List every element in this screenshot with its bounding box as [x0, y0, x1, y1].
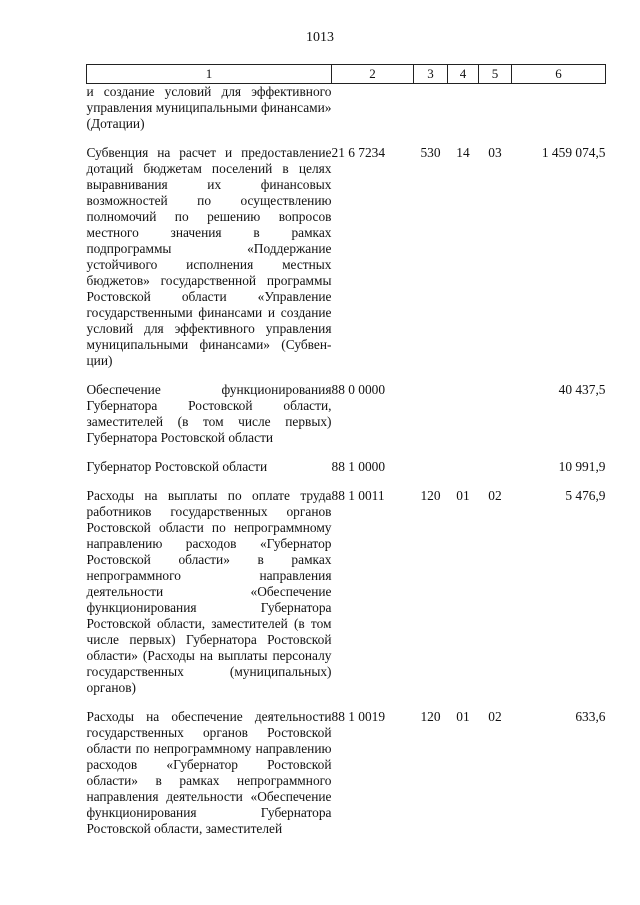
row-section: 14 — [456, 145, 470, 160]
row-section — [448, 382, 479, 459]
column-header: 5 — [479, 65, 512, 84]
column-header: 6 — [512, 65, 606, 84]
table-header-row — [87, 65, 606, 84]
table-row — [87, 145, 606, 382]
row-amount: 5 476,9 — [565, 488, 606, 503]
row-description: и создание условий для эффективного управления муниципальными финансами» (Дотации) — [86, 84, 332, 131]
row-subsection: 03 — [488, 145, 502, 160]
table-row — [87, 459, 606, 488]
row-amount: 40 437,5 — [558, 382, 606, 397]
row-expense-type — [414, 459, 448, 488]
column-header: 1 — [87, 65, 332, 84]
row-section: 01 — [456, 709, 470, 724]
row-subsection — [479, 459, 512, 488]
row-subsection: 02 — [488, 488, 502, 503]
row-description: Расходы на выплаты по оплате труда работников государственных органов Ростовской области по непрограммному направлению расходов «Губернатор Ростовской области» в рамках непрограммного направления деятельности «Обеспечение функционирования Губернатора Ростовской области, заместителей (в том числе первых) Губернатора Ростовской области» (Расходы на выплаты персоналу государственных (муниципальных) органов) — [86, 488, 332, 695]
row-amount: 1 459 074,5 — [541, 145, 606, 160]
row-target-code — [332, 84, 414, 146]
row-expense-type: 120 — [420, 488, 441, 503]
table-row — [87, 709, 606, 837]
column-header: 2 — [332, 65, 414, 84]
page-number: 1013 — [306, 30, 334, 45]
row-description: Расходы на обеспечение деятельности государственных органов Ростовской области по непрограммному направлению расходов «Губернатор Ростовской области» в рамках непрограммного направления деятельности «Обеспечение функционирования Губернатора Ростовской области, заместителей — [86, 709, 332, 836]
row-target-code: 88 1 0019 — [331, 709, 386, 724]
row-description: Обеспечение функционирования Губернатора Ростовской области, заместителей (в том числе первых) Губернатора Ростовской области — [86, 382, 332, 445]
row-target-code: 21 6 7234 — [331, 145, 386, 160]
row-section: 01 — [456, 488, 470, 503]
column-header: 3 — [414, 65, 448, 84]
row-expense-type — [414, 382, 448, 459]
column-header: 4 — [448, 65, 479, 84]
row-amount — [512, 84, 606, 146]
row-description: Субвенция на расчет и предоставление дотаций бюджетам поселений в целях выравнивания их финансовых возможностей по осуществлению полномочий по решению вопросов местного значения в рамках подпрограммы «Поддержание устойчивого исполнения местных бюджетов» государственной программы Ростовской области «Управление государственными финансами и создание условий для эффективного управления муниципальными финансами» (Субвенции) — [86, 145, 332, 368]
row-target-code: 88 0 0000 — [331, 382, 386, 397]
row-amount: 633,6 — [575, 709, 606, 724]
budget-table — [86, 64, 606, 837]
table-row — [87, 382, 606, 459]
row-subsection: 02 — [488, 709, 502, 724]
row-description: Губернатор Ростовской области — [86, 459, 268, 474]
table-row — [87, 488, 606, 709]
row-expense-type: 530 — [420, 145, 441, 160]
row-target-code: 88 1 0011 — [331, 488, 385, 503]
row-target-code: 88 1 0000 — [331, 459, 386, 474]
row-expense-type — [414, 84, 448, 146]
table-row — [87, 84, 606, 146]
row-subsection — [479, 84, 512, 146]
row-subsection — [479, 382, 512, 459]
row-expense-type: 120 — [420, 709, 441, 724]
row-amount: 10 991,9 — [558, 459, 606, 474]
row-section — [448, 84, 479, 146]
row-section — [448, 459, 479, 488]
